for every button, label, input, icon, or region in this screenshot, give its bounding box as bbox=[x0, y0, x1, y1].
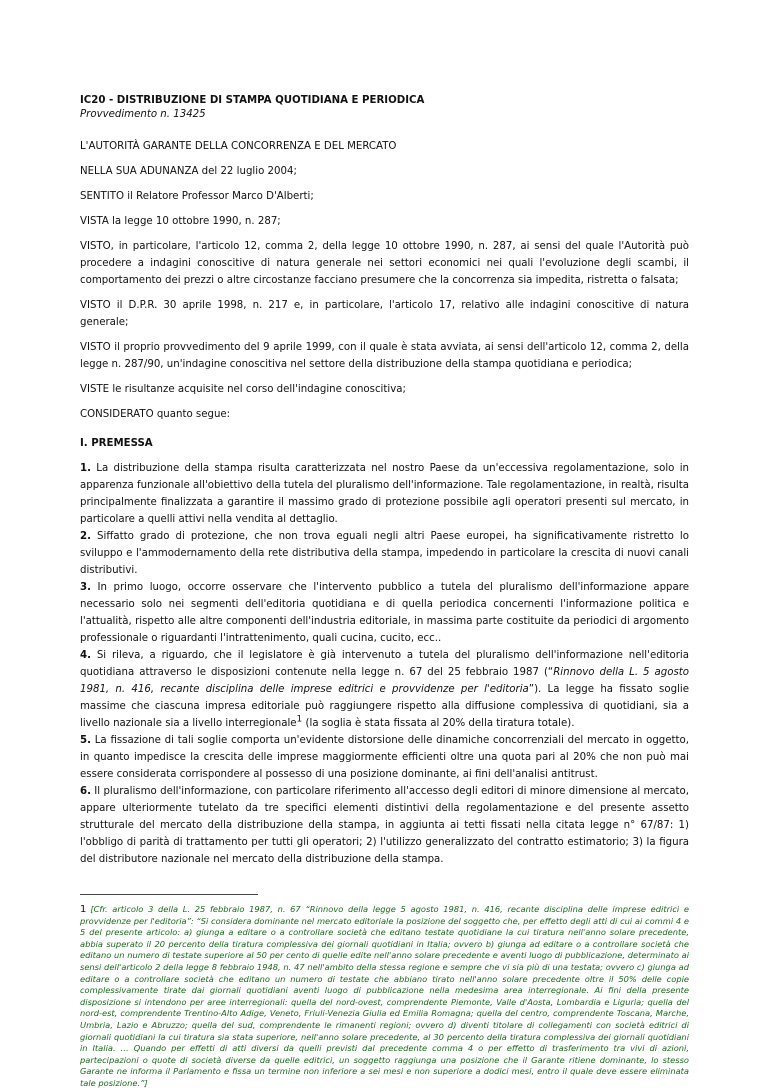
document-title: IC20 - DISTRIBUZIONE DI STAMPA QUOTIDIANA E PERIODICA bbox=[80, 95, 425, 106]
footnote-text: [Cfr. articolo 3 della L. 25 febbraio 1987, n. 67 “Rinnovo della legge 5 agosto 1981, n. 416, recante disciplina delle imprese editrici e provvidenze per l'editoria”: “Si considera dominante nel mercato editoriale la posizione del soggetto che, per effetto degli atti di cui ai commi 4 e 5 del presente articolo: a) giunga a editare o a controllare società che editano testate quotidiane la cui tiratura nell'anno solare precedente, abbia superato il 20 percento della tiratura complessiva dei giornali quotidiani in Italia; ovvero b) giunga ad editare o a controllare società che editano un numero di testate superiore al 50 per cento di quelle edite nell'anno solare precedente e aventi luogo di pubblicazione, determinato ai sensi dell'articolo 2 della legge 8 febbraio 1948, n. 47 nell'ambito della stessa regione e sempre che vi sia più di una testata; ovvero c) giunga ad editare o a controllare società che editano un numero di testate che abbiano tirato nell'anno solare precedente oltre il 50% delle copie complessivamente tirate dai giornali quotidiani aventi luogo di pubblicazione nella medesima area interregionale. Ai fini della presente disposizione si intendono per aree interregionali: quella del nord-ovest, comprendente Piemonte, Valle d'Aosta, Lombardia e Liguria; quella del nord-est, comprendente Trentino-Alto Adige, Veneto, Friuli-Venezia Giulia ed Emilia Romagna; quella del centro, comprendente Toscana, Marche, Umbria, Lazio e Abruzzo; quella del sud, comprendente le rimanenti regioni; ovvero d) diventi titolare di collegamenti con società editrici di giornali quotidiani la cui tiratura sia stata superiore, nell'anno solare precedente, al 30 percento della tiratura complessiva dei giornali quotidiani in Italia. … Quando per effetti di atti diversi da quelli previsti dal precedente comma 4 o per effetto di trasferimento tra vivi di azioni, partecipazioni o quote di società diverse da quelle editrici, un soggetto raggiunga una posizione che il Garante ritiene dominante, lo stesso Garante ne informa il Parlamento e fissa un termine non inferiore a sei mesi e non superiore a dodici mesi, entro il quale deve essere eliminata tale posizione.”] bbox=[80, 904, 689, 1088]
intro-article-12: VISTO, in particolare, l'articolo 12, comma 2, della legge 10 ottobre 1990, n. 287, ai sensi del quale l'Autorità può procedere a indagini conoscitive di natura generale nei settori economici nei quali l'evoluzione degli scambi, il comportamento dei prezzi o altre circostanze facciano presumere che la concorrenza sia impedita, ristretta o falsata; bbox=[80, 241, 689, 286]
intro-provision: VISTO il proprio provvedimento del 9 aprile 1999, con il quale è stata avviata, ai sensi dell'articolo 12, comma 2, della legge n. 287/90, un'indagine conoscitiva nel settore della distribuzione della stampa quotidiana e periodica; bbox=[80, 342, 689, 370]
numbered-paragraph-2 bbox=[80, 528, 689, 579]
intro-meeting: NELLA SUA ADUNANZA del 22 luglio 2004; bbox=[80, 166, 297, 177]
numbered-paragraph-3 bbox=[80, 579, 689, 647]
paragraph-text: Si rileva, a riguardo, che il legislatore è già intervenuto a tutela del pluralismo dell'informazione nell'editoria quotidiana attraverso le disposizioni contenute nella legge n. 67 del 25 febbraio 1987 (“ bbox=[80, 650, 689, 678]
footnote-reference[interactable]: 1 bbox=[296, 714, 303, 725]
intro-law: VISTA la legge 10 ottobre 1990, n. 287; bbox=[80, 216, 281, 227]
intro-authority: L'AUTORITÀ GARANTE DELLA CONCORRENZA E DEL MERCATO bbox=[80, 141, 397, 152]
footnote bbox=[80, 904, 689, 1090]
paragraph-text: La fissazione di tali soglie comporta un'evidente distorsione delle dinamiche concorrenziali del mercato in oggetto, in quanto impedisce la crescita delle imprese maggiormente efficienti oltre una quota pari al 20% che non può mai essere considerata corrispondere al possesso di una posizione dominante, ai fini dell'analisi antitrust. bbox=[80, 735, 689, 780]
footnote-mark: 1 bbox=[80, 904, 87, 915]
paragraph-number: 4. bbox=[80, 650, 91, 661]
intro-considered: CONSIDERATO quanto segue: bbox=[80, 409, 231, 420]
paragraph-text: La distribuzione della stampa risulta caratterizzata nel nostro Paese da un'eccessiva regolamentazione, solo in apparenza funzionale all'obiettivo della tutela del pluralismo dell'informazione. Tale regolamentazione, in realtà, risulta principalmente finalizzata a garantire il massimo grado di protezione possibile agli operatori presenti sul mercato, in particolare a quelli attivi nella vendita al dettaglio. bbox=[80, 463, 689, 525]
paragraph-text: ”). La legge ha fissato soglie massime che ciascuna impresa editoriale può raggiungere rispetto alla diffusione complessiva di quotidiani, sia a livello nazionale sia a livello interregionale bbox=[80, 684, 689, 729]
section-heading: I. PREMESSA bbox=[80, 438, 153, 449]
paragraph-number: 3. bbox=[80, 582, 91, 593]
footnote-separator bbox=[80, 894, 258, 895]
paragraph-number: 5. bbox=[80, 735, 91, 746]
paragraph-number: 1. bbox=[80, 463, 91, 474]
paragraph-text: Il pluralismo dell'informazione, con particolare riferimento all'accesso degli editori di minore dimensione al mercato, appare ulteriormente tutelato da tre specifici elementi distintivi della regolamentazione e del presente assetto strutturale del mercato della distribuzione della stampa, in aggiunta ai tetti fissati nella citata legge n° 67/87: 1) l'obbligo di parità di trattamento per tutti gli operatori; 2) l'utilizzo generalizzato del contratto estimatorio; 3) la figura del distributore nazionale nel mercato della distribuzione della stampa. bbox=[80, 786, 689, 865]
paragraph-text: In primo luogo, occorre osservare che l'intervento pubblico a tutela del pluralismo dell'informazione appare necessario solo nei segmenti dell'editoria quotidiana e di quella periodica concernenti l'informazione politica e l'attualità, rispetto alle altre componenti dell'industria editoriale, in massima parte costituite da periodici di argomento professionale o riguardanti l'intrattenimento, quali cucina, cucito, ecc.. bbox=[80, 582, 689, 644]
paragraph-number: 6. bbox=[80, 786, 91, 797]
paragraph-number: 2. bbox=[80, 531, 91, 542]
law-title-italic: Rinnovo della L. 5 agosto 1981, n. 416, recante disciplina delle imprese editrici e provvidenze per l'editoria bbox=[80, 667, 689, 695]
document-page bbox=[80, 94, 689, 1090]
numbered-paragraph-4 bbox=[80, 647, 689, 732]
numbered-paragraph-6 bbox=[80, 783, 689, 868]
intro-rapporteur: SENTITO il Relatore Professor Marco D'Alberti; bbox=[80, 191, 314, 202]
document-subtitle: Provvedimento n. 13425 bbox=[80, 109, 206, 120]
paragraph-text: Siffatto grado di protezione, che non trova eguali negli altri Paese europei, ha significativamente ristretto lo sviluppo e l'ammodernamento della rete distributiva della stampa, impedendo in particolare la crescita di nuovi canali distributivi. bbox=[80, 531, 689, 576]
numbered-paragraph-5 bbox=[80, 732, 689, 783]
numbered-paragraph-1 bbox=[80, 460, 689, 528]
intro-results: VISTE le risultanze acquisite nel corso dell'indagine conoscitiva; bbox=[80, 384, 406, 395]
paragraph-text: (la soglia è stata fissata al 20% della tiratura totale). bbox=[302, 718, 575, 729]
intro-dpr: VISTO il D.P.R. 30 aprile 1998, n. 217 e, in particolare, l'articolo 17, relativo alle indagini conoscitive di natura generale; bbox=[80, 300, 689, 328]
